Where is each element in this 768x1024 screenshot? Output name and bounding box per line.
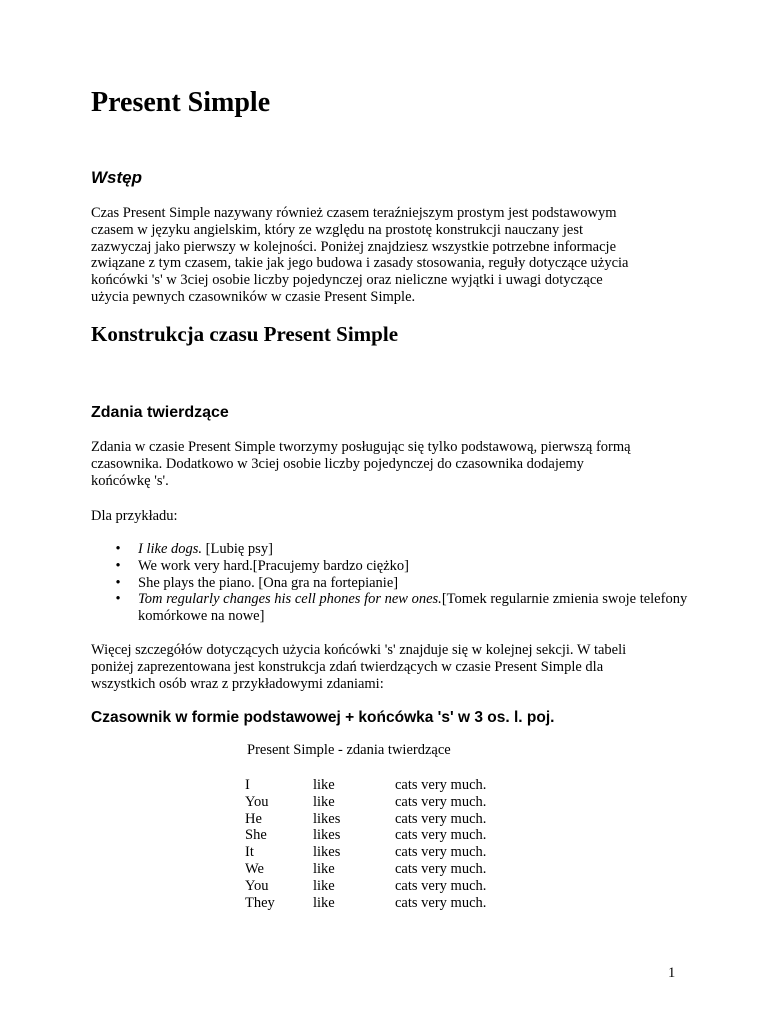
table-row bbox=[245, 777, 486, 794]
intro-line: użycia pewnych czasowników w czasie Present Simple. bbox=[91, 288, 416, 305]
paragraph-line: końcówkę 's'. bbox=[91, 472, 169, 489]
example-english: I like dogs. bbox=[138, 541, 203, 557]
bullet-icon: • bbox=[115, 574, 121, 591]
paragraph-line: wszystkich osób wraz z przykładowymi zdaniami: bbox=[91, 675, 384, 692]
object-cell: cats very much. bbox=[395, 777, 487, 793]
bullet-icon: • bbox=[115, 541, 121, 557]
verb-cell: likes bbox=[313, 810, 341, 827]
table-row bbox=[245, 794, 486, 811]
pronoun-cell: You bbox=[245, 793, 269, 810]
bullet-icon: • bbox=[115, 591, 121, 608]
construction-paragraph bbox=[91, 439, 691, 489]
intro-line: zazwyczaj jako pierwszy w kolejności. Poniżej znajdziesz wszystkie potrzebne informacje bbox=[91, 238, 617, 255]
example-english: Tom regularly changes his cell phones for new ones. bbox=[138, 591, 442, 608]
verb-cell: likes bbox=[313, 827, 341, 844]
paragraph-line: poniżej zaprezentowana jest konstrukcja zdań twierdzących w czasie Present Simple dla bbox=[91, 658, 604, 675]
page-number: 1 bbox=[668, 965, 676, 981]
pronoun-cell: You bbox=[245, 877, 269, 894]
object-cell: cats very much. bbox=[395, 827, 487, 844]
object-cell: cats very much. bbox=[395, 894, 487, 911]
object-cell: cats very much. bbox=[395, 877, 487, 894]
examples-list bbox=[113, 541, 693, 625]
table-intro-paragraph bbox=[91, 642, 691, 692]
formula-heading: Czasownik w formie podstawowej + końcówka 's' w 3 os. l. poj. bbox=[91, 709, 555, 726]
paragraph-line: Zdania w czasie Present Simple tworzymy posługując się tylko podstawową, pierwszą formą bbox=[91, 439, 631, 455]
object-cell: cats very much. bbox=[395, 860, 487, 877]
object-cell: cats very much. bbox=[395, 810, 487, 827]
intro-line: związane z tym czasem, takie jak jego budowa i zasady stosowania, reguły dotyczące użycia bbox=[91, 255, 629, 272]
list-item bbox=[113, 575, 693, 592]
pronoun-cell: We bbox=[245, 860, 264, 877]
list-item bbox=[113, 558, 693, 575]
example-translation: [Lubię psy] bbox=[202, 541, 273, 557]
intro-line: Czas Present Simple nazywany również czasem teraźniejszym prostym jest podstawowym bbox=[91, 205, 617, 221]
pronoun-cell: I bbox=[245, 777, 250, 793]
table-row bbox=[245, 861, 486, 878]
list-item bbox=[113, 541, 693, 558]
verb-cell: like bbox=[313, 777, 335, 793]
verb-cell: like bbox=[313, 860, 335, 877]
example-text: We work very hard.[Pracujemy bardzo ciężko] bbox=[138, 557, 409, 574]
intro-line: czasem w języku angielskim, który ze względu na prostotę konstrukcji nauczany jest bbox=[91, 221, 584, 238]
examples-label: Dla przykładu: bbox=[91, 508, 178, 524]
conjugation-table bbox=[245, 777, 486, 911]
pronoun-cell: It bbox=[245, 844, 254, 861]
verb-cell: like bbox=[313, 793, 335, 810]
paragraph-line: czasownika. Dodatkowo w 3ciej osobie liczby pojedynczej do czasownika dodajemy bbox=[91, 455, 584, 472]
table-caption: Present Simple - zdania twierdzące bbox=[247, 742, 451, 758]
object-cell: cats very much. bbox=[395, 844, 487, 861]
example-translation: [Tomek regularnie zmienia swoje telefony komórkowe na nowe] bbox=[138, 591, 688, 625]
paragraph-line: Więcej szczegółów dotyczących użycia końcówki 's' znajduje się w kolejnej sekcji. W tabeli bbox=[91, 642, 627, 658]
verb-cell: like bbox=[313, 877, 335, 894]
list-item bbox=[113, 591, 693, 625]
bullet-icon: • bbox=[115, 557, 121, 574]
table-row bbox=[245, 844, 486, 861]
pronoun-cell: He bbox=[245, 810, 262, 827]
table-row bbox=[245, 827, 486, 844]
pronoun-cell: They bbox=[245, 894, 275, 911]
verb-cell: likes bbox=[313, 844, 341, 861]
page-title: Present Simple bbox=[91, 87, 271, 118]
verb-cell: like bbox=[313, 894, 335, 911]
pronoun-cell: She bbox=[245, 827, 267, 844]
table-row bbox=[245, 878, 486, 895]
section-heading: Konstrukcja czasu Present Simple bbox=[91, 322, 399, 346]
object-cell: cats very much. bbox=[395, 793, 487, 810]
intro-paragraph bbox=[91, 205, 691, 306]
table-row bbox=[245, 895, 486, 912]
table-row bbox=[245, 811, 486, 828]
intro-line: końcówki 's' w 3ciej osobie liczby pojedynczej oraz nieliczne wyjątki i uwagi dotyczące bbox=[91, 272, 603, 289]
intro-heading: Wstęp bbox=[91, 168, 142, 187]
subsection-heading: Zdania twierdzące bbox=[91, 404, 229, 421]
example-text: She plays the piano. [Ona gra na fortepianie] bbox=[138, 574, 399, 591]
